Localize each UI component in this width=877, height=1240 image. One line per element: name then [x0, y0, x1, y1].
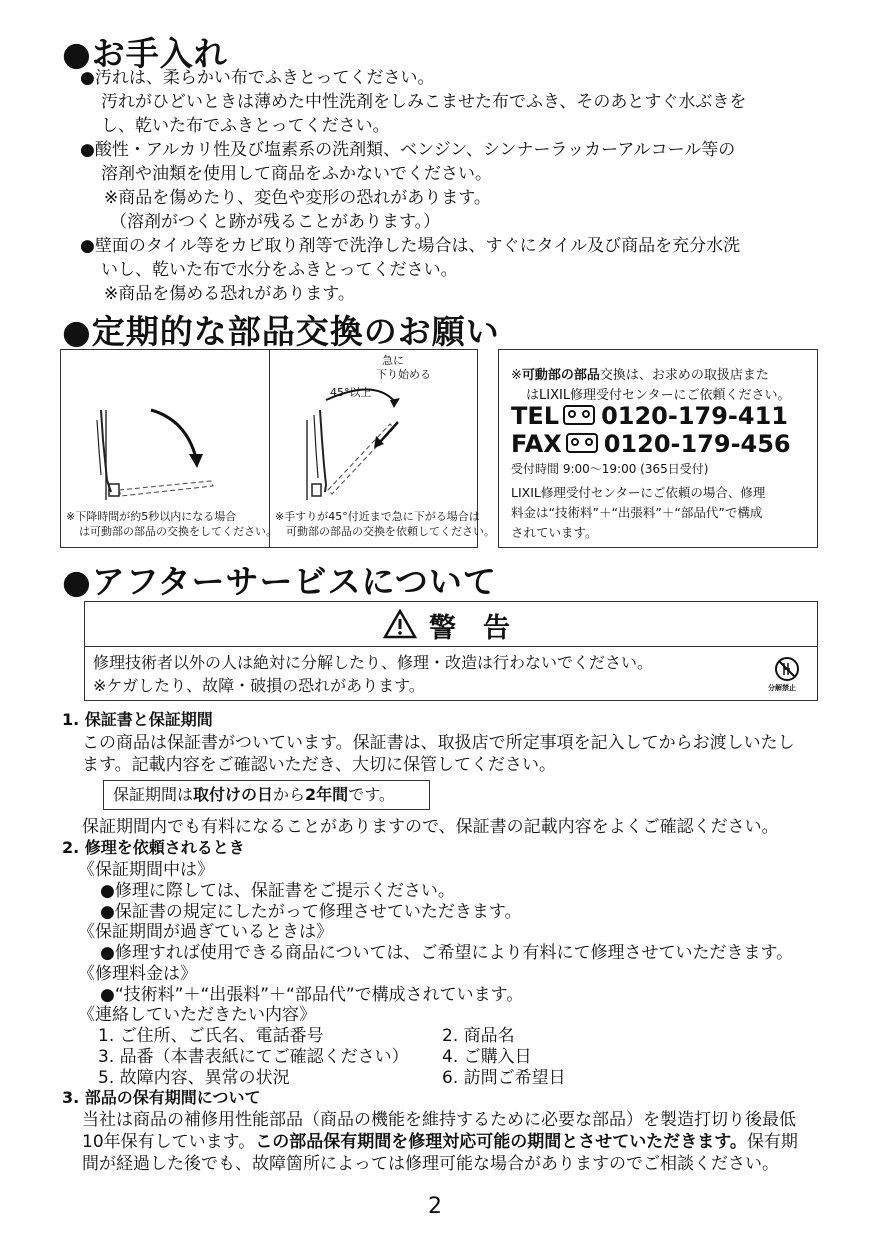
tel-number: 0120-179-411 [601, 402, 788, 430]
warning-triangle-icon [383, 609, 417, 639]
bullet-line: ●修理に際しては、保証書をご提示ください。 [100, 881, 455, 901]
figure-caption: 可動部の部品の交換を依頼してください。 [286, 525, 495, 538]
warning-text: 修理技術者以外の人は絶対に分解したり、修理・改造は行わないでください。 [93, 653, 654, 672]
care-line: 溶剤や油類を使用して商品をふかないでください。 [101, 164, 492, 184]
section-title: 1. 保証書と保証期間 [62, 710, 213, 729]
note-text: 交換は、お求めの取扱店また [599, 368, 769, 383]
figure-caption: ※下降時間が約5秒以内になる場合 [66, 510, 237, 523]
care-line: いし、乾いた布で水分をふきとってください。 [101, 260, 458, 280]
freedial-icon [563, 405, 595, 425]
care-line: 汚れがひどいときは薄めた中性洗剤をしみこませた布でふき、そのあとすぐ水ぶきを [101, 92, 747, 112]
body-line: 《連絡していただきたい内容》 [78, 1005, 316, 1025]
figure-label: 急に [382, 354, 404, 367]
care-line: ●酸性・アルカリ性及び塩素系の洗剤類、ベンジン、シンナーラッカーアルコール等の [80, 140, 736, 160]
warning-box [84, 601, 818, 701]
note-bold: 可動部の部品 [521, 368, 600, 383]
repair-contact-box [498, 349, 818, 548]
warning-header [85, 602, 817, 647]
note-mark: ※ [511, 368, 522, 383]
section-title: 3. 部品の保有期間について [62, 1088, 261, 1107]
after-service-heading: ●アフターサービスについて [62, 562, 497, 601]
page-number: 2 [428, 1194, 442, 1219]
warning-title: 警 告 [429, 613, 510, 644]
body-text: 10年保有しています。 [82, 1132, 256, 1152]
bullet-line: ●修理すれば使用できる商品については、ご希望により有料にて修理させていただきます。 [100, 943, 794, 963]
period-text: から [273, 785, 306, 804]
period-text: です。 [348, 785, 395, 804]
care-line: ※商品を傷めたり、変色や変形の恐れがあります。 [104, 188, 491, 208]
care-line: ●壁面のタイル等をカビ取り剤等で洗浄した場合は、すぐにタイル及び商品を充分水洗 [80, 236, 741, 256]
figure-lowering-time [60, 349, 277, 548]
contact-item: 3. 品番（本書表紙にてご確認ください） [98, 1047, 409, 1067]
fax-number: 0120-179-456 [603, 430, 791, 458]
period-length: 2年間 [305, 785, 349, 804]
figure-caption: は可動部の部品の交換をしてください。 [79, 525, 277, 538]
figure-caption: ※手すりが45°付近まで急に下がる場合は [275, 510, 480, 523]
tel-line [511, 402, 788, 430]
warning-text: ※ケガしたり、故障・破損の恐れがあります。 [93, 676, 425, 695]
figure-label: 下り始める [376, 368, 431, 381]
care-heading: ●お手入れ [62, 34, 228, 73]
fee-note: LIXIL修理受付センターにご依頼の場合、修理 [511, 485, 766, 500]
contact-item: 6. 訪問ご希望日 [442, 1068, 566, 1088]
body-line: 《保証期間中は》 [78, 860, 214, 880]
angle-label: 45°以上 [330, 386, 372, 399]
tel-label: TEL [511, 402, 560, 430]
body-line: 間が経過した後でも、故障箇所によっては修理可能な場合がありますのでご相談ください。 [82, 1154, 779, 1174]
contact-note: はLIXIL修理受付センターにご依頼ください。 [526, 388, 791, 403]
body-text: 保有期 [746, 1132, 798, 1152]
body-bold-text: この部品保有期間を修理対応可能の期間とさせていただきます。 [255, 1132, 747, 1152]
contact-item: 5. 故障内容、異常の状況 [98, 1068, 290, 1088]
contact-item: 2. 商品名 [442, 1026, 515, 1046]
body-line: 《保証期間が過ぎているときは》 [78, 922, 333, 942]
contact-item: 1. ご住所、ご氏名、電話番号 [98, 1026, 324, 1046]
fee-note: されています。 [511, 525, 598, 540]
contact-note [511, 364, 769, 383]
care-line: （溶剤がつくと跡が残ることがあります。） [110, 212, 441, 232]
handrail-drop-illustration [270, 350, 478, 500]
body-line: ます。記載内容をご確認いただき、大切に保管してください。 [82, 755, 556, 775]
freedial-icon [566, 433, 598, 453]
body-line: 当社は商品の補修用性能部品（商品の機能を維持するために必要な部品）を製造打切り後最低 [82, 1110, 796, 1130]
care-line: ●汚れは、柔らかい布でふきとってください。 [80, 68, 435, 88]
care-line: し、乾いた布でふきとってください。 [101, 116, 390, 136]
parts-heading: ●定期的な部品交換のお願い [62, 312, 500, 351]
body-line [82, 1130, 798, 1154]
warranty-period-text [113, 783, 395, 807]
contact-item: 4. ご購入日 [442, 1047, 532, 1067]
no-disassembly-icon [774, 656, 800, 682]
bullet-line: ●“技術料”＋“出張料”＋“部品代”で構成されています。 [100, 985, 524, 1005]
fee-note: 料金は“技術料”＋“出張料”＋“部品代”で構成 [511, 505, 763, 520]
period-text: 保証期間は [113, 785, 194, 804]
handrail-lowering-illustration [61, 350, 269, 500]
bullet-line: ●保証書の規定にしたがって修理させていただきます。 [100, 902, 522, 922]
section-title: 2. 修理を依頼されるとき [62, 838, 245, 857]
reception-hours: 受付時間 9:00〜19:00 (365日受付) [511, 462, 709, 476]
figure-sudden-drop [269, 349, 495, 548]
fax-line [511, 430, 791, 458]
no-disassembly-label: 分解禁止 [768, 684, 796, 692]
period-start: 取付けの日 [193, 785, 274, 804]
warranty-period-box [103, 780, 430, 810]
body-line: 《修理料金は》 [78, 964, 197, 984]
body-line: 保証期間内でも有料になることがありますので、保証書の記載内容をよくご確認ください。 [82, 817, 779, 837]
fax-label: FAX [511, 430, 562, 458]
care-line: ※商品を傷める恐れがあります。 [104, 284, 355, 304]
body-line: この商品は保証書がついています。保証書は、取扱店で所定事項を記入してからお渡しいたし [82, 733, 795, 753]
